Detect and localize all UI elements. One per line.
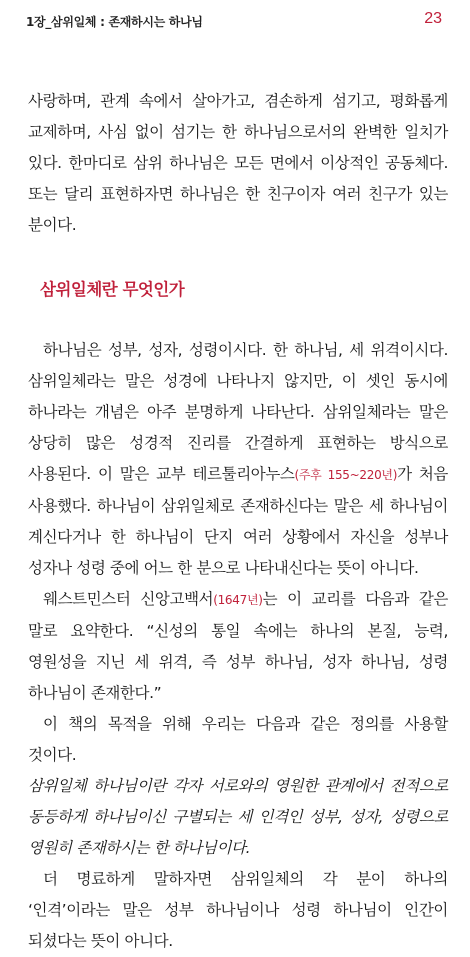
page-header [0,0,470,40]
paragraph-3-text-a: 웨스트민스터 신앙고백서 [43,590,214,608]
paragraph-4: 이 책의 목적을 위해 우리는 다음과 같은 정의를 사용할 것이다. [28,715,448,764]
trinity-definition: 삼위일체 하나님이란 각자 서로와의 영원한 관계에서 전적으로 동등하게 하나님이신 구별되는 세 인격인 성부, 성자, 성령으로 영원히 존재하시는 한 하나님이다. [28,777,448,857]
paragraph-6: 더 명료하게 말하자면 삼위일체의 각 분이 하나의 ‘인격’이라는 말은 성부 하나님이나 성령 하나님이 인간이 되셨다는 뜻이 아니다. [28,870,448,950]
paragraph-1: 사랑하며, 관계 속에서 살아가고, 겸손하게 섬기고, 평화롭게 교제하며, 사심 없이 섬기는 한 하나님으로서의 완벽한 일치가 있다. 한마디로 삼위 하나님은 모든 면에서 이상적인 공동체다. 또는 달리 표현하자면 하나님은 한 친구이자 여러 친구가 있는 분이다. [28,92,448,234]
paragraph-2-text-a: 하나님은 성부, 성자, 성령이시다. 한 하나님, 세 위격이시다. 삼위일체라는 말은 성경에 나타나지 않지만, 이 셋인 동시에 하나라는 개념은 아주 분명하게 나타난다. 삼위일체라는 말은 상당히 많은 성경적 진리를 간결하게 표현하는 방식으로 사용된다. 이 말은 교부 테르툴리아누스 [28,341,448,483]
paragraph-3 [28,584,448,709]
paragraph-3-text-b: 는 이 교리를 다음과 같은 말로 요약한다. “신성의 통일 속에는 하나의 본질, 능력, 영원성을 지닌 세 위격, 즉 성부 하나님, 성자 하나님, 성령 하나님이 존재한다.” [28,590,448,702]
page-body [28,86,448,957]
date-note-tertullian: (주후 155~220년) [294,468,398,482]
paragraph-2-text-b: 가 처음 사용했다. 하나님이 삼위일체로 존재하신다는 말은 세 하나님이 계신다거나 한 하나님이 단지 여러 상황에서 자신을 성부나 성자나 성령 중에 어느 한 분으로 나타내신다는 뜻이 아니다. [28,465,448,577]
section-heading: 삼위일체란 무엇인가 [40,280,185,299]
running-head: 1장_삼위일체 : 존재하시는 하나님 [26,15,203,29]
paragraph-2 [28,335,448,584]
date-note-westminster: (1647년) [213,593,263,607]
page-number: 23 [424,10,442,27]
